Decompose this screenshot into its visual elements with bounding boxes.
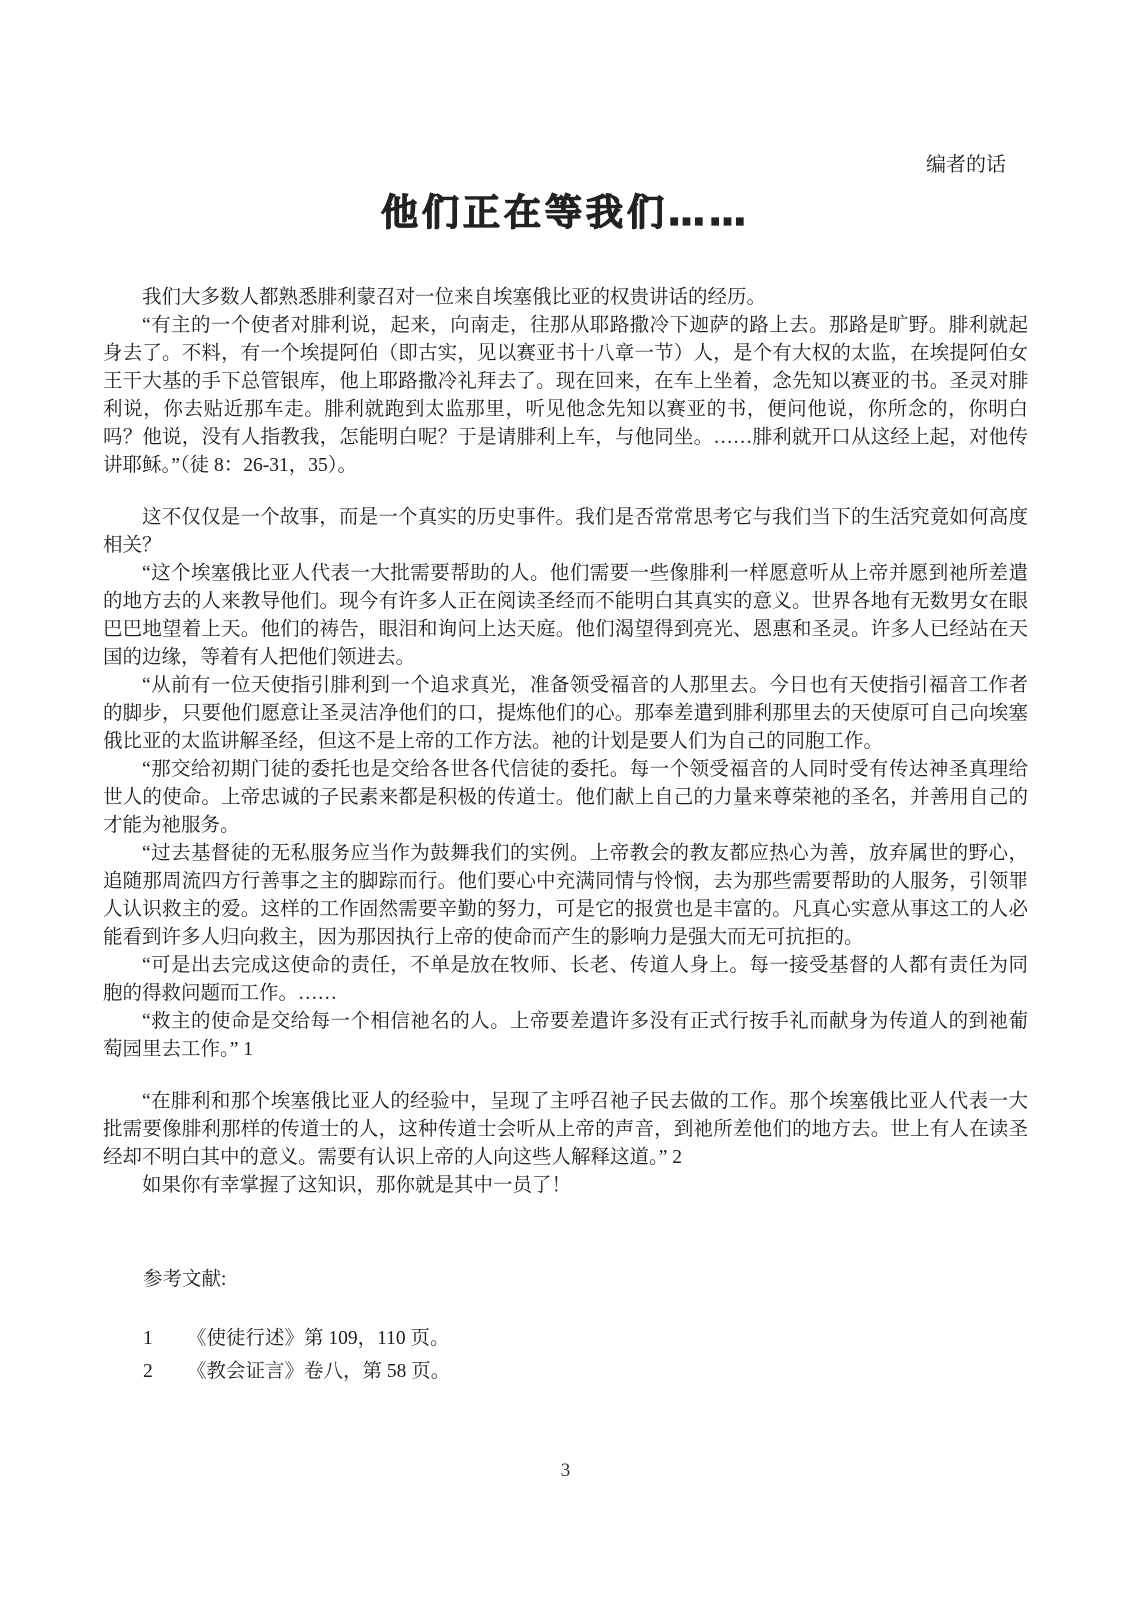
- header-label: 编者的话: [926, 154, 1006, 176]
- paragraph: “可是出去完成这使命的责任，不单是放在牧师、长老、传道人身上。每一接受基督的人都有责任为同胞的得救问题而工作。……: [103, 955, 1028, 1004]
- page-footer: [0, 1460, 1131, 1482]
- paragraph: 这不仅仅是一个故事，而是一个真实的历史事件。我们是否常常思考它与我们当下的生活究竟如何高度相关？: [103, 507, 1028, 556]
- references-heading: 参考文献:: [143, 1269, 227, 1290]
- reference-item: [103, 1355, 1028, 1388]
- paragraph: “在腓利和那个埃塞俄比亚人的经验中，呈现了主呼召祂子民去做的工作。那个埃塞俄比亚人代表一大批需要像腓利那样的传道士的人，这种传道士会听从上帝的声音，到祂所差他们的地方去。世上有人在读圣经却不明白其中的意义。需要有认识上帝的人向这些人解释这道。” 2: [103, 1091, 1028, 1168]
- paragraph: “过去基督徒的无私服务应当作为鼓舞我们的实例。上帝教会的教友都应热心为善，放弃属世的野心，追随那周流四方行善事之主的脚踪而行。他们要心中充满同情与怜悯，去为那些需要帮助的人服务，引领罪人认识救主的爱。这样的工作固然需要辛勤的努力，可是它的报赏也是丰富的。凡真心实意从事这工的人必能看到许多人归向救主，因为那因执行上帝的使命而产生的影响力是强大而无可抗拒的。: [103, 843, 1028, 948]
- paragraph: “从前有一位天使指引腓利到一个追求真光，准备领受福音的人那里去。今日也有天使指引福音工作者的脚步，只要他们愿意让圣灵洁净他们的口，提炼他们的心。那奉差遣到腓利那里去的天使原可自己向埃塞俄比亚的太监讲解圣经，但这不是上帝的工作方法。祂的计划是要人们为自己的同胞工作。: [103, 675, 1028, 752]
- paragraph: “那交给初期门徒的委托也是交给各世各代信徒的委托。每一个领受福音的人同时受有传达神圣真理给世人的使命。上帝忠诚的子民素来都是积极的传道士。他们献上自己的力量来尊荣祂的圣名，并善用自己的才能为祂服务。: [103, 759, 1028, 836]
- paragraph: “有主的一个使者对腓利说，起来，向南走，往那从耶路撒冷下迦萨的路上去。那路是旷野。腓利就起身去了。不料，有一个埃提阿伯（即古实，见以赛亚书十八章一节）人，是个有大权的太监，在埃提阿伯女王干大基的手下总管银库，他上耶路撒冷礼拜去了。现在回来，在车上坐着，念先知以赛亚的书。圣灵对腓利说，你去贴近那车走。腓利就跑到太监那里，听见他念先知以赛亚的书，便问他说，你所念的，你明白吗？他说，没有人指教我，怎能明白呢？于是请腓利上车，与他同坐。……腓利就开口从这经上起，对他传讲耶稣。”（徒 8：26-31，35）。: [103, 315, 1028, 476]
- reference-number: 1: [143, 1328, 153, 1349]
- page-title: 他们正在等我们……: [381, 191, 750, 234]
- page-header: [103, 0, 1028, 178]
- paragraph: “救主的使命是交给每一个相信祂名的人。上帝要差遣许多没有正式行按手礼而献身为传道人的到祂葡萄园里去工作。” 1: [103, 1011, 1028, 1060]
- references-list: [103, 1322, 1028, 1388]
- reference-text: 《使徒行述》第 109，110 页。: [187, 1328, 450, 1349]
- paragraph: 如果你有幸掌握了这知识，那你就是其中一员了！: [142, 1175, 572, 1196]
- reference-text: 《教会证言》卷八，第 58 页。: [187, 1361, 451, 1382]
- page-number: 3: [560, 1460, 571, 1481]
- body-text: [103, 284, 1028, 1200]
- paragraph: 我们大多数人都熟悉腓利蒙召对一位来自埃塞俄比亚的权贵讲话的经历。: [142, 287, 767, 308]
- reference-number: 2: [143, 1361, 153, 1382]
- references-section: [103, 1266, 1028, 1388]
- reference-item: [103, 1322, 1028, 1355]
- paragraph: “这个埃塞俄比亚人代表一大批需要帮助的人。他们需要一些像腓利一样愿意听从上帝并愿到祂所差遣的地方去的人来教导他们。现今有许多人正在阅读圣经而不能明白其真实的意义。世界各地有无数男女在眼巴巴地望着上天。他们的祷告，眼泪和询问上达天庭。他们渴望得到亮光、恩惠和圣灵。许多人已经站在天国的边缘，等着有人把他们领进去。: [103, 563, 1028, 668]
